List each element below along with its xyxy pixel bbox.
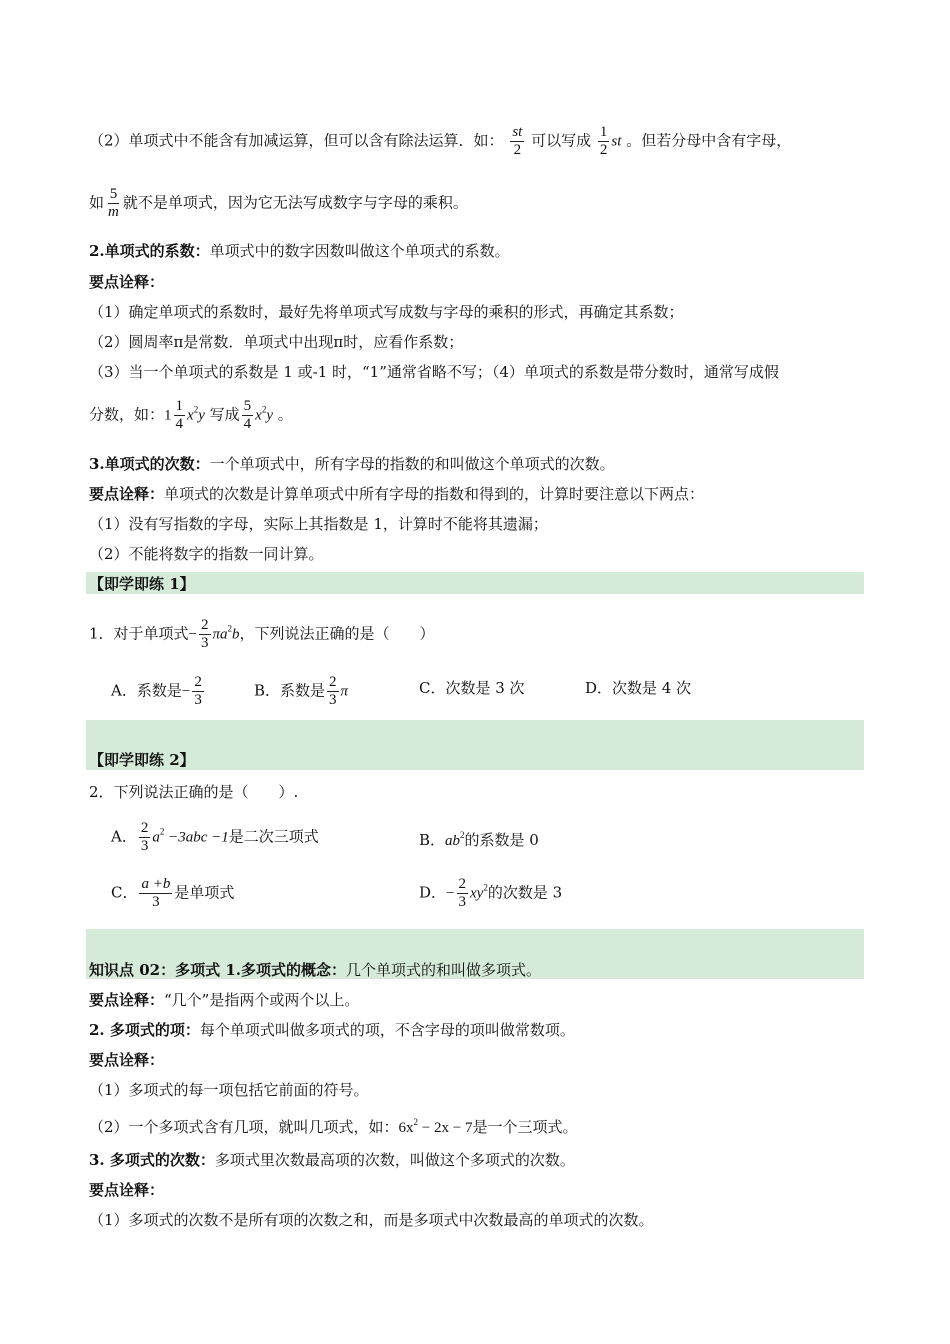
exercise-1-question: 1．对于单项式− $\frac{2}{3}$ $\pi a^2b$，下列说法正确的是（ ）: [89, 617, 435, 651]
key-points-label: 要点诠释：: [89, 273, 165, 291]
polynomial-item-1: （1）多项式的每一项包括它前面的符号。: [89, 1081, 369, 1099]
fraction-st-over-2: $\frac{st}{2}$: [512, 124, 523, 158]
fraction-1-over-2: $\frac{1}{2}$: [599, 124, 608, 158]
polynomial-definition: 知识点 02：多项式 1.多项式的概念：几个单项式的和叫做多项式。: [89, 961, 541, 979]
exercise-2-heading: 【即学即练 2】: [89, 751, 195, 769]
exercise-2-option-a[interactable]: A． $\frac{2}{3}$ $a^2 -3abc -1$是二次三项式: [111, 820, 319, 854]
exercise-1-option-d[interactable]: D．次数是 4 次: [585, 679, 692, 697]
exercise-2-option-c[interactable]: C． $\frac{a +b}{3}$ 是单项式: [111, 876, 235, 910]
polynomial-item-2: （2）一个多项式含有几项，就叫几项式，如：$6x^2 - 2x - 7$是一个三项式。: [89, 1117, 578, 1136]
exercise-2-question: 2．下列说法正确的是（ ）.: [89, 783, 299, 801]
polynomial-degree-definition: 3. 多项式的次数：多项式里次数最高项的次数，叫做这个多项式的次数。: [89, 1151, 575, 1169]
degree-item-2: （2）不能将数字的指数一同计算。: [89, 545, 324, 563]
polynomial-key-3: 要点诠释：: [89, 1181, 165, 1199]
coef-item-4: 分数，如：1 $\frac{1}{4}$ $x^2y$ 写成 $\frac{5}{4}$ $x^2y$ 。: [89, 398, 293, 432]
coef-item-1: （1）确定单项式的系数时，最好先将单项式写成数与字母的乘积的形式，再确定其系数；: [89, 303, 684, 321]
coef-item-2: （2）圆周率π是常数．单项式中出现π时，应看作系数；: [89, 333, 464, 351]
degree-definition: 3.单项式的次数：一个单项式中，所有字母的指数的和叫做这个单项式的次数。: [89, 455, 615, 473]
fraction-5-over-m: $\frac{5}{m}$: [108, 186, 119, 220]
exercise-2-option-b[interactable]: B．$ab^2$的系数是 0: [419, 830, 539, 849]
exercise-1-option-c[interactable]: C．次数是 3 次: [419, 679, 525, 697]
coefficient-definition: 2.单项式的系数：单项式中的数字因数叫做这个单项式的系数。: [89, 242, 510, 260]
exercise-2-band: [86, 720, 864, 770]
degree-item-1: （1）没有写指数的字母，实际上其指数是 1，计算时不能将其遗漏；: [89, 515, 548, 533]
exercise-1-heading: 【即学即练 1】: [89, 575, 195, 593]
polynomial-key-2: 要点诠释：: [89, 1051, 165, 1069]
polynomial-key-1: 要点诠释：“几个”是指两个或两个以上。: [89, 991, 360, 1009]
polynomial-degree-item-1: （1）多项式的次数不是所有项的次数之和，而是多项式中次数最高的单项式的次数。: [89, 1211, 654, 1229]
exercise-1-option-a[interactable]: A．系数是− $\frac{2}{3}$: [111, 674, 202, 708]
coef-item-3: （3）当一个单项式的系数是 1 或-1 时，“1”通常省略不写；（4）单项式的系数是带分数时，通常写成假: [89, 363, 779, 381]
exercise-1-band: [86, 572, 864, 594]
monomial-rule-2-cont: 如 $\frac{5}{m}$ 就不是单项式，因为它无法写成数字与字母的乘积。: [89, 186, 468, 220]
exercise-2-option-d[interactable]: D．− $\frac{2}{3}$ $xy^2$的次数是 3: [419, 876, 563, 910]
exercise-1-option-b[interactable]: B．系数是 $\frac{2}{3}$ π: [254, 674, 349, 708]
polynomial-term-definition: 2. 多项式的项：每个单项式叫做多项式的项，不含字母的项叫做常数项。: [89, 1021, 575, 1039]
degree-key-points: 要点诠释：单项式的次数是计算单项式中所有字母的指数和得到的，计算时要注意以下两点：: [89, 485, 705, 503]
monomial-rule-2: （2）单项式中不能含有加减运算，但可以含有除法运算．如： $\frac{st}{2}$ 可以写成 $\frac{1}{2}$ st 。但若分母中含有字母，: [89, 124, 792, 158]
